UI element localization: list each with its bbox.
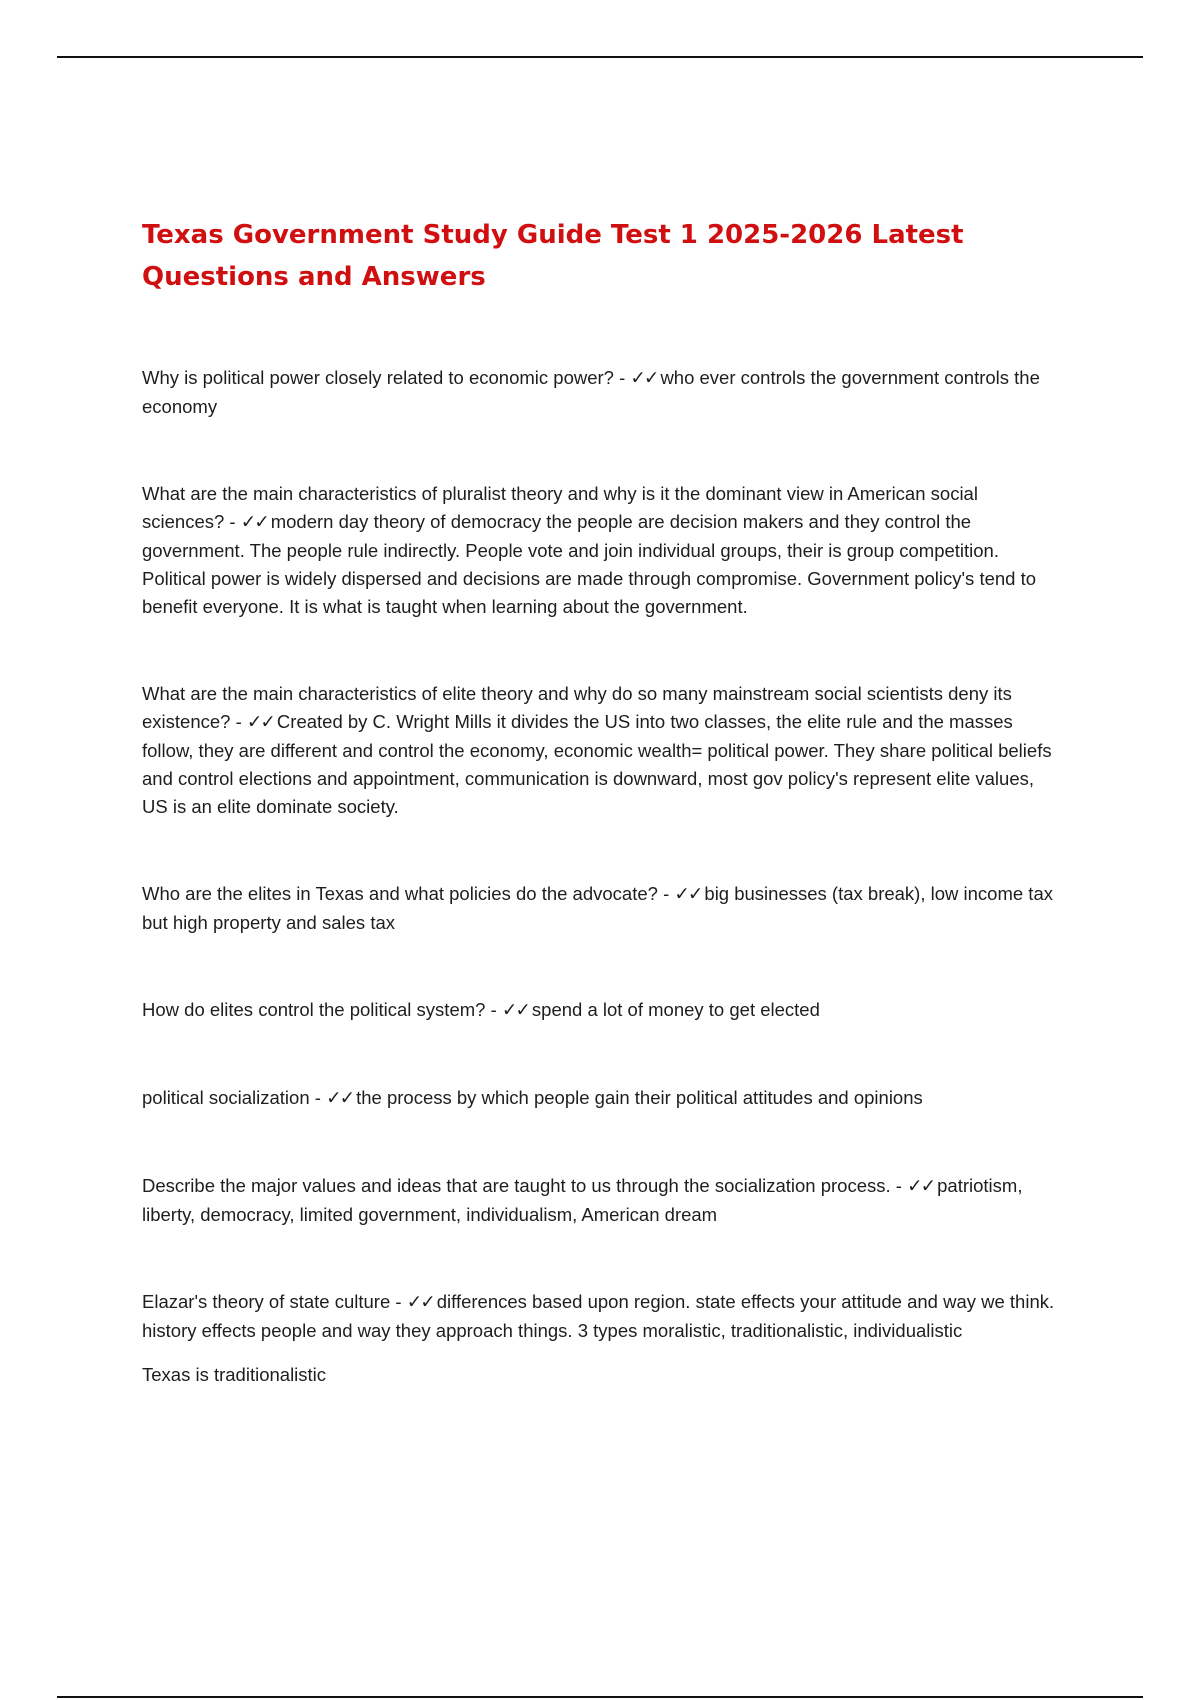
qa-item	[142, 1288, 1062, 1345]
qa-item	[142, 880, 1062, 937]
answer-text: differences based upon region. state effects your attitude and way we think. history effects people and way they approach things. 3 types moralistic, traditionalistic, individualistic	[142, 1291, 1055, 1341]
double-check-icon: ✓✓	[501, 1000, 529, 1021]
separator: -	[657, 883, 675, 904]
qa-item	[142, 1084, 1062, 1113]
document-body	[142, 214, 1062, 1389]
double-check-icon: ✓✓	[630, 368, 658, 389]
answer-text: the process by which people gain their political attitudes and opinions	[356, 1087, 923, 1108]
separator: -	[224, 511, 241, 532]
answer-text: big businesses (tax break), low income tax but high property and sales tax	[142, 883, 1053, 933]
qa-item	[142, 364, 1062, 421]
qa-item	[142, 996, 1062, 1025]
qa-item	[142, 680, 1062, 821]
separator: -	[230, 711, 247, 732]
page-top-rule	[57, 56, 1143, 58]
double-check-icon: ✓✓	[246, 712, 274, 733]
page-bottom-rule	[57, 1696, 1143, 1698]
separator: -	[309, 1087, 327, 1108]
title-line-1: Texas Government Study Guide Test 1 2025-2026 Latest	[142, 220, 964, 250]
double-check-icon: ✓✓	[674, 884, 702, 905]
question-text: Describe the major values and ideas that are taught to us through the socialization process.	[142, 1175, 891, 1196]
answer-text: who ever controls the government controls the economy	[142, 367, 1040, 417]
question-text: What are the main characteristics of pluralist theory and why is it the dominant view in American social sciences?	[142, 483, 978, 532]
question-text: Why is political power closely related to economic power?	[142, 367, 614, 388]
question-text: How do elites control the political system?	[142, 999, 486, 1020]
question-text: political socialization	[142, 1087, 310, 1108]
document-title	[142, 214, 1062, 298]
answer-text: Created by C. Wright Mills it divides the US into two classes, the elite rule and the masses follow, they are different and control the economy, economic wealth= political power. They share political beliefs and control elections and appointment, communication is downward, most gov policy's represent elite values, US is an elite dominate society.	[142, 711, 1052, 817]
answer-text: spend a lot of money to get elected	[531, 999, 820, 1020]
title-line-2: Questions and Answers	[142, 262, 486, 292]
qa-item	[142, 480, 1062, 621]
qa-item	[142, 1172, 1062, 1229]
double-check-icon: ✓✓	[240, 512, 268, 533]
double-check-icon: ✓✓	[907, 1176, 935, 1197]
answer-text: patriotism, liberty, democracy, limited government, individualism, American dream	[142, 1175, 1023, 1225]
double-check-icon: ✓✓	[326, 1088, 354, 1109]
separator: -	[613, 367, 631, 388]
question-text: What are the main characteristics of elite theory and why do so many mainstream social scientists deny its existence?	[142, 683, 1012, 732]
separator: -	[485, 999, 502, 1020]
double-check-icon: ✓✓	[406, 1292, 434, 1313]
answer-text: modern day theory of democracy the people are decision makers and they control the government. The people rule indirectly. People vote and join individual groups, their is group competition. Political power is widely dispersed and decisions are made through compromise. Government policy's tend to benefit everyone. It is what is taught when learning about the government.	[142, 511, 1037, 617]
separator: -	[390, 1291, 407, 1312]
separator: -	[890, 1175, 908, 1196]
trailing-note: Texas is traditionalistic	[142, 1364, 327, 1385]
qa-list	[142, 364, 1062, 1389]
question-text: Who are the elites in Texas and what policies do the advocate?	[142, 883, 658, 904]
question-text: Elazar's theory of state culture	[142, 1291, 391, 1312]
